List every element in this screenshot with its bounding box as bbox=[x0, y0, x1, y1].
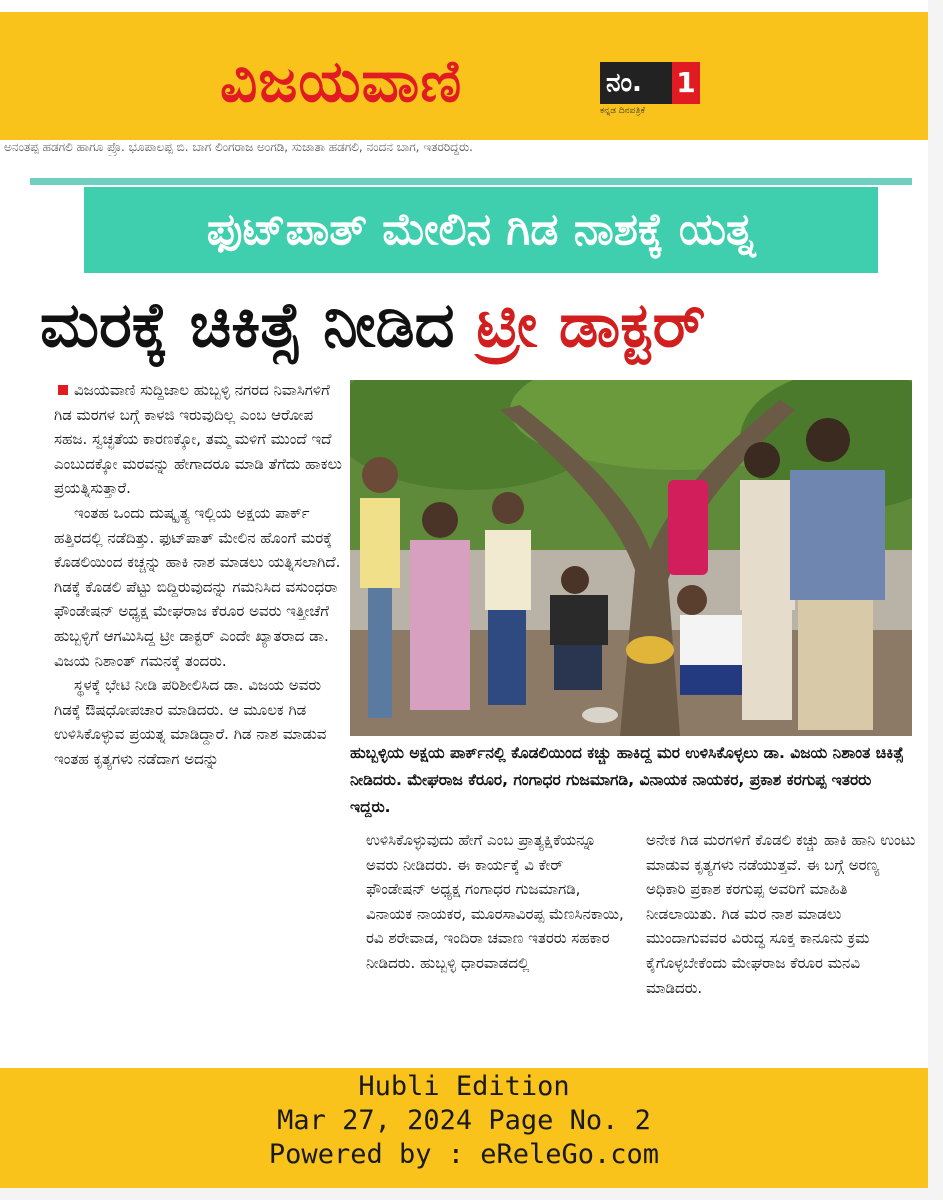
paragraph-3: ಸ್ಥಳಕ್ಕೆ ಭೇಟಿ ನೀಡಿ ಪರಿಶೀಲಿಸಿದ ಡಾ. ವಿಜಯ ಅವರು ಗಿಡಕ್ಕೆ ಔಷಧೋಪಚಾರ ಮಾಡಿದರು. ಆ ಮೂಲಕ ಗಿಡ ಉಳಿಸಿಕೊಳ್ಳುವ ಪ್ರಯತ್ನ ಮಾಡಿದ್ದಾರೆ. ಗಿಡ ನಾಶ ಮಾಡುವ ಇಂತಹ ಕೃತ್ಯಗಳು ನಡೆದಾಗ ಅದನ್ನು bbox=[54, 676, 327, 768]
kicker-headline: ಫುಟ್‌ಪಾತ್ ಮೇಲಿನ ಗಿಡ ನಾಶಕ್ಕೆ ಯತ್ನ bbox=[84, 187, 878, 273]
headline-accent: ಟ್ರೀ ಡಾಕ್ಟರ್ bbox=[476, 288, 706, 361]
masthead bbox=[0, 12, 928, 140]
article-column-3 bbox=[646, 828, 916, 1058]
powered-by: Powered by : eReleGo.com bbox=[268, 1139, 660, 1170]
paragraph-1: ವಿಜಯವಾಣಿ ಸುದ್ದಿಜಾಲ ಹುಬ್ಬಳ್ಳಿ ನಗರದ ನಿವಾಸಿಗಳಿಗೆ ಗಿಡ ಮರಗಳ ಬಗ್ಗೆ ಕಾಳಜಿ ಇರುವುದಿಲ್ಲ ಎಂಬ ಆರೋಪ ಸಹಜ. ಸ್ವಚ್ಛತೆಯ ಕಾರಣಕ್ಕೋ, ತಮ್ಮ ಮಳಿಗೆ ಮುಂದೆ ಇದೆ ಎಂಬುದಕ್ಕೋ ಮರವನ್ನು ಹೇಗಾದರೂ ಮಾಡಿ ತೆಗೆದು ಹಾಕಲು ಪ್ರಯತ್ನಿಸುತ್ತಾರೆ. bbox=[54, 381, 342, 498]
column-2-text: ಉಳಿಸಿಕೊಳ್ಳುವುದು ಹೇಗೆ ಎಂಬ ಪ್ರಾತ್ಯಕ್ಷಿಕೆಯನ್ನೂ ಅವರು ನೀಡಿದರು. ಈ ಕಾರ್ಯಕ್ಕೆ ವಿ ಕೇರ್ ಫೌಂಡೇಷನ್ ಅಧ್ಯಕ್ಷ ಗಂಗಾಧರ ಗುಜಮಾಗಡಿ, ವಿನಾಯಕ ನಾಯಕರ, ಮೂರಸಾವಿರಪ್ಪ ಮೆಣಸಿನಕಾಯಿ, ರವಿ ಶರೇವಾಡ, ಇಂದಿರಾ ಚವಾಣ ಇತರರು ಸಹಕಾರ ನೀಡಿದರು. ಹುಬ್ಬಳ್ಳಿ ಧಾರವಾಡದಲ್ಲಿ bbox=[366, 831, 624, 972]
paragraph-2: ಇಂತಹ ಒಂದು ದುಷ್ಕೃತ್ಯ ಇಲ್ಲಿಯ ಅಕ್ಷಯ ಪಾರ್ಕ್ ಹತ್ತಿರದಲ್ಲಿ ನಡೆದಿತ್ತು. ಫುಟ್‌ಪಾತ್ ಮೇಲಿನ ಹೊಂಗೆ ಮರಕ್ಕೆ ಕೊಡಲಿಯಿಂದ ಕಚ್ಚನ್ನು ಹಾಕಿ ನಾಶ ಮಾಡಲು ಯತ್ನಿಸಲಾಗಿದೆ. ಗಿಡಕ್ಕೆ ಕೊಡಲಿ ಪೆಟ್ಟು ಬಿದ್ದಿರುವುದನ್ನು ಗಮನಿಸಿದ ವಸುಂಧರಾ ಫೌಂಡೇಷನ್ ಅಧ್ಯಕ್ಷ ಮೇಘರಾಜ ಕೆರೂರ ಅವರು ಇತ್ತೀಚೆಗೆ ಹುಬ್ಬಳ್ಳಿಗೆ ಆಗಮಿಸಿದ್ದ ಟ್ರೀ ಡಾಕ್ಟರ್ ಎಂದೇ ಖ್ಯಾತರಾದ ಡಾ. ವಿಜಯ ನಿಶಾಂತ್ ಗಮನಕ್ಕೆ ತಂದರು. bbox=[54, 503, 341, 670]
edition-date-page: Mar 27, 2024 Page No. 2 bbox=[277, 1105, 651, 1136]
teal-divider bbox=[30, 178, 912, 185]
column-3-text: ಅನೇಕ ಗಿಡ ಮರಗಳಿಗೆ ಕೊಡಲಿ ಕಚ್ಚು ಹಾಕಿ ಹಾನಿ ಉಂಟು ಮಾಡುವ ಕೃತ್ಯಗಳು ನಡೆಯುತ್ತವೆ. ಈ ಬಗ್ಗೆ ಅರಣ್ಯ ಅಧಿಕಾರಿ ಪ್ರಕಾಶ ಕರಗುಪ್ಪ ಅವರಿಗೆ ಮಾಹಿತಿ ನೀಡಲಾಯಿತು. ಗಿಡ ಮರ ನಾಶ ಮಾಡಲು ಮುಂದಾಗುವವರ ವಿರುದ್ಧ ಸೂಕ್ತ ಕಾನೂನು ಕ್ರಮ ಕೈಗೊಳ್ಳಬೇಕೆಂದು ಮೇಘರಾಜ ಕೆರೂರ ಮನವಿ ಮಾಡಿದರು. bbox=[646, 831, 916, 997]
red-square-bullet-icon bbox=[58, 385, 68, 395]
badge-text: ನಂ. bbox=[600, 62, 672, 104]
photo-caption: ಹುಬ್ಬಳ್ಳಿಯ ಅಕ್ಷಯ ಪಾರ್ಕ್‌ನಲ್ಲಿ ಕೊಡಲಿಯಿಂದ ಕಚ್ಚು ಹಾಕಿದ್ದ ಮರ ಉಳಿಸಿಕೊಳ್ಳಲು ಡಾ. ವಿಜಯ ನಿಶಾಂತ ಚಿಕಿತ್ಸೆ ನೀಡಿದರು. ಮೇಘರಾಜ ಕೆರೂರ, ಗಂಗಾಧರ ಗುಜಮಾಗಡಿ, ವಿನಾಯಕ ನಾಯಕರ, ಪ್ರಕಾಶ ಕರಗುಪ್ಪ ಇತರರು ಇದ್ದರು. bbox=[350, 744, 904, 816]
tree-doctor-photo bbox=[350, 380, 912, 736]
article-column-2 bbox=[366, 828, 624, 1058]
headline-main: ಮರಕ್ಕೆ ಚಿಕಿತ್ಸೆ ನೀಡಿದ bbox=[40, 288, 477, 361]
cut-off-text-line: ಅನಂತಪ್ಪ ಹಡಗಲಿ ಹಾಗೂ ಪ್ರೊ. ಭೂಪಾಲಪ್ಪ ಬಿ. ಬಾಗ ಲಿಂಗರಾಜ ಅಂಗಡಿ, ಸುಜಾತಾ ಹಡಗಲಿ, ನಂದನ ಬಾಗ, ಇತರರಿದ್ದರು. bbox=[4, 140, 473, 154]
badge-number: 1 bbox=[672, 62, 700, 104]
edition-name: Hubli Edition bbox=[358, 1071, 570, 1102]
no1-badge bbox=[600, 62, 700, 120]
edition-footer bbox=[0, 1068, 928, 1188]
news-photo bbox=[350, 380, 912, 736]
article-column-1 bbox=[54, 378, 348, 1058]
main-headline bbox=[40, 280, 920, 370]
newspaper-logo: ವಿಜಯವಾಣಿ bbox=[220, 47, 463, 115]
badge-tagline: ಕನ್ನಡ ದಿನಪತ್ರಿಕೆ bbox=[600, 106, 646, 116]
